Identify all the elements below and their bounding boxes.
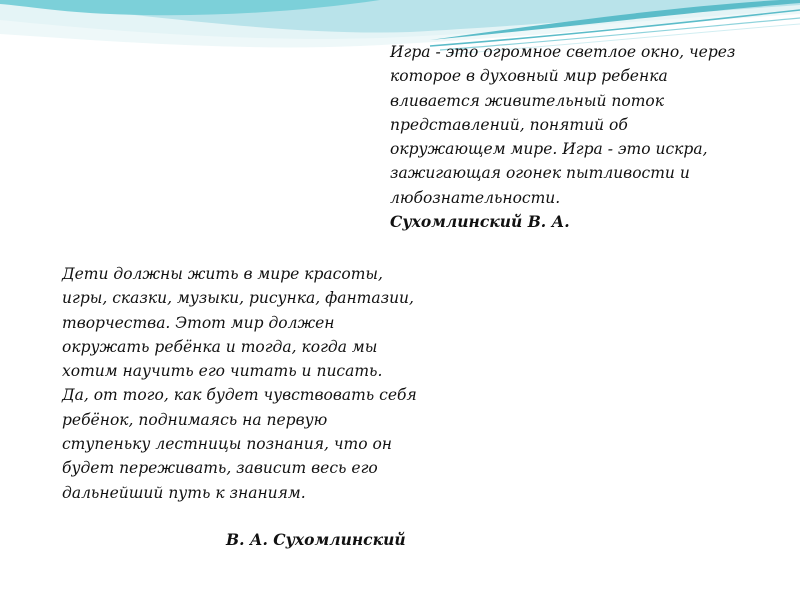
quote-top-line: зажигающая огонек пытливости и: [390, 164, 690, 183]
quote-top: [390, 40, 735, 234]
quote-bottom-line: Да, от того, как будет чувствовать себя: [62, 386, 417, 405]
quote-bottom-line: окружать ребёнка и тогда, когда мы: [62, 337, 378, 356]
quote-bottom-line: творчества. Этот мир должен: [62, 313, 335, 332]
quote-bottom-line: будет переживать, зависит весь его: [62, 459, 378, 478]
quote-bottom-line: дальнейший путь к знаниям.: [62, 483, 306, 502]
quote-bottom-line: хотим научить его читать и писать.: [62, 362, 383, 381]
quote-top-line: представлений, понятий об: [390, 115, 628, 134]
quote-bottom-author: В. А. Сухомлинский: [226, 530, 406, 549]
quote-top-line: окружающем мире. Игра - это искра,: [390, 140, 708, 159]
quote-bottom-line: ребёнок, поднимаясь на первую: [62, 410, 328, 429]
quote-bottom-line: Дети должны жить в мире красоты,: [62, 265, 383, 283]
quote-top-author: Сухомлинский В. А.: [390, 212, 570, 232]
quote-top-line: Игра - это огромное светлое окно, через: [390, 43, 736, 61]
quote-bottom-line: ступеньку лестницы познания, что он: [62, 435, 392, 454]
quote-bottom-line: игры, сказки, музыки, рисунка, фантазии,: [62, 289, 414, 308]
quote-top-line: которое в духовный мир ребенка: [390, 67, 668, 86]
quote-top-line: любознательности.: [390, 188, 561, 207]
quote-top-line: вливается живительный поток: [390, 91, 665, 110]
quote-bottom: [62, 262, 417, 505]
